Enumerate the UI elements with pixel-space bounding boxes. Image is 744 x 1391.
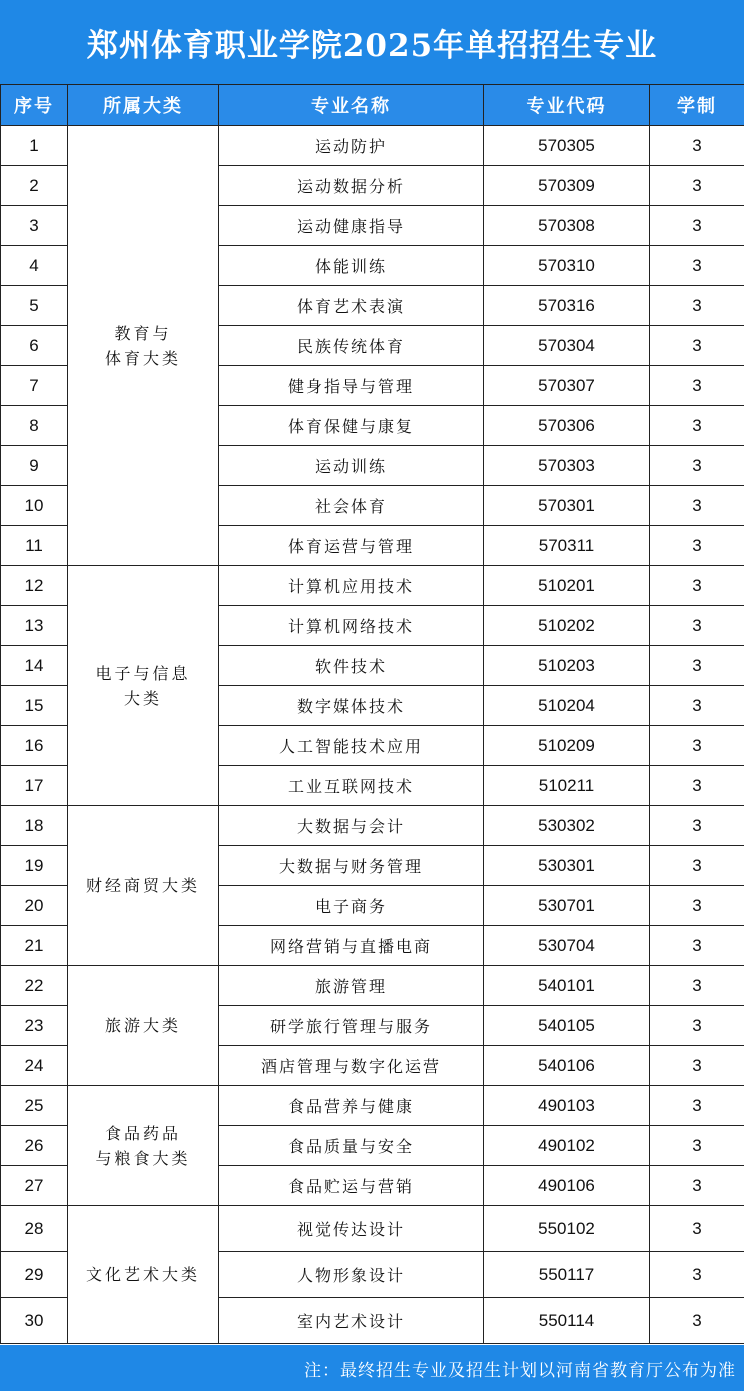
major-code: 510209: [484, 726, 650, 766]
major-code: 570309: [484, 166, 650, 206]
row-index: 11: [1, 526, 68, 566]
row-index: 22: [1, 966, 68, 1006]
row-index: 12: [1, 566, 68, 606]
major-code: 510201: [484, 566, 650, 606]
row-index: 9: [1, 446, 68, 486]
category-label-line: 体育大类: [104, 348, 181, 368]
row-index: 21: [1, 926, 68, 966]
major-code: 570304: [484, 326, 650, 366]
row-index: 24: [1, 1046, 68, 1086]
page-title: 郑州体育职业学院2025年单招招生专业: [0, 0, 744, 84]
category-label-line: 教育与: [114, 323, 172, 343]
table-row: [1, 1206, 744, 1252]
major-name: 食品质量与安全: [219, 1126, 484, 1166]
major-name: 人工智能技术应用: [219, 726, 484, 766]
study-years: 3: [650, 126, 744, 166]
major-code: 510203: [484, 646, 650, 686]
header-years: 学制: [650, 85, 744, 126]
header-code: 专业代码: [484, 85, 650, 126]
major-code: 550114: [484, 1298, 650, 1344]
major-code: 490102: [484, 1126, 650, 1166]
majors-table: [0, 84, 744, 1344]
row-index: 13: [1, 606, 68, 646]
major-name: 体育艺术表演: [219, 286, 484, 326]
table-row: [1, 126, 744, 166]
row-index: 28: [1, 1206, 68, 1252]
category-label-line: 与粮食大类: [95, 1148, 191, 1168]
category-cell: [68, 966, 219, 1086]
major-name: 室内艺术设计: [219, 1298, 484, 1344]
study-years: 3: [650, 326, 744, 366]
study-years: 3: [650, 726, 744, 766]
row-index: 17: [1, 766, 68, 806]
row-index: 18: [1, 806, 68, 846]
major-code: 570306: [484, 406, 650, 446]
category-cell: [68, 126, 219, 566]
major-name: 大数据与财务管理: [219, 846, 484, 886]
study-years: 3: [650, 766, 744, 806]
study-years: 3: [650, 1206, 744, 1252]
table-header-row: [1, 85, 744, 126]
major-name: 运动健康指导: [219, 206, 484, 246]
row-index: 14: [1, 646, 68, 686]
major-code: 540105: [484, 1006, 650, 1046]
major-code: 570307: [484, 366, 650, 406]
major-name: 旅游管理: [219, 966, 484, 1006]
row-index: 27: [1, 1166, 68, 1206]
table-row: [1, 966, 744, 1006]
study-years: 3: [650, 1006, 744, 1046]
major-code: 510211: [484, 766, 650, 806]
row-index: 30: [1, 1298, 68, 1344]
major-name: 运动训练: [219, 446, 484, 486]
major-code: 510202: [484, 606, 650, 646]
study-years: 3: [650, 526, 744, 566]
major-code: 570316: [484, 286, 650, 326]
study-years: 3: [650, 446, 744, 486]
row-index: 8: [1, 406, 68, 446]
major-name: 软件技术: [219, 646, 484, 686]
study-years: 3: [650, 1298, 744, 1344]
row-index: 5: [1, 286, 68, 326]
study-years: 3: [650, 206, 744, 246]
major-code: 570311: [484, 526, 650, 566]
row-index: 3: [1, 206, 68, 246]
major-name: 酒店管理与数字化运营: [219, 1046, 484, 1086]
study-years: 3: [650, 486, 744, 526]
row-index: 25: [1, 1086, 68, 1126]
header-category: 所属大类: [68, 85, 219, 126]
study-years: 3: [650, 886, 744, 926]
major-code: 570301: [484, 486, 650, 526]
major-name: 视觉传达设计: [219, 1206, 484, 1252]
major-name: 体能训练: [219, 246, 484, 286]
category-label-line: 文化艺术大类: [85, 1265, 200, 1284]
major-code: 550117: [484, 1252, 650, 1298]
major-name: 计算机网络技术: [219, 606, 484, 646]
row-index: 4: [1, 246, 68, 286]
row-index: 19: [1, 846, 68, 886]
table-row: [1, 1086, 744, 1126]
header-major: 专业名称: [219, 85, 484, 126]
major-code: 530704: [484, 926, 650, 966]
major-code: 540101: [484, 966, 650, 1006]
category-cell: [68, 806, 219, 966]
row-index: 23: [1, 1006, 68, 1046]
major-code: 570308: [484, 206, 650, 246]
major-name: 体育运营与管理: [219, 526, 484, 566]
row-index: 6: [1, 326, 68, 366]
header-index: 序号: [1, 85, 68, 126]
row-index: 15: [1, 686, 68, 726]
study-years: 3: [650, 1046, 744, 1086]
study-years: 3: [650, 286, 744, 326]
major-code: 570305: [484, 126, 650, 166]
major-name: 电子商务: [219, 886, 484, 926]
row-index: 29: [1, 1252, 68, 1298]
major-name: 人物形象设计: [219, 1252, 484, 1298]
table-row: [1, 806, 744, 846]
row-index: 20: [1, 886, 68, 926]
major-name: 运动防护: [219, 126, 484, 166]
major-code: 540106: [484, 1046, 650, 1086]
major-code: 490106: [484, 1166, 650, 1206]
study-years: 3: [650, 406, 744, 446]
major-name: 体育保健与康复: [219, 406, 484, 446]
category-label-line: 财经商贸大类: [85, 876, 200, 895]
major-name: 大数据与会计: [219, 806, 484, 846]
category-label-line: 旅游大类: [104, 1016, 181, 1035]
study-years: 3: [650, 166, 744, 206]
study-years: 3: [650, 806, 744, 846]
major-name: 运动数据分析: [219, 166, 484, 206]
row-index: 10: [1, 486, 68, 526]
study-years: 3: [650, 926, 744, 966]
study-years: 3: [650, 1086, 744, 1126]
major-code: 530301: [484, 846, 650, 886]
major-code: 490103: [484, 1086, 650, 1126]
study-years: 3: [650, 686, 744, 726]
major-name: 健身指导与管理: [219, 366, 484, 406]
category-label-line: 食品药品: [104, 1123, 181, 1143]
footer-note: 注：最终招生专业及招生计划以河南省教育厅公布为准: [0, 1345, 744, 1391]
study-years: 3: [650, 1252, 744, 1298]
major-name: 研学旅行管理与服务: [219, 1006, 484, 1046]
study-years: 3: [650, 366, 744, 406]
category-cell: [68, 1086, 219, 1206]
study-years: 3: [650, 646, 744, 686]
major-name: 社会体育: [219, 486, 484, 526]
category-label-line: 电子与信息: [95, 663, 191, 683]
table-row: [1, 566, 744, 606]
table-body: [1, 126, 744, 1344]
major-name: 数字媒体技术: [219, 686, 484, 726]
study-years: 3: [650, 966, 744, 1006]
major-code: 510204: [484, 686, 650, 726]
row-index: 16: [1, 726, 68, 766]
category-label-line: 大类: [123, 688, 162, 708]
major-name: 食品营养与健康: [219, 1086, 484, 1126]
major-code: 570303: [484, 446, 650, 486]
major-code: 530302: [484, 806, 650, 846]
category-cell: [68, 566, 219, 806]
major-name: 食品贮运与营销: [219, 1166, 484, 1206]
row-index: 26: [1, 1126, 68, 1166]
study-years: 3: [650, 606, 744, 646]
row-index: 2: [1, 166, 68, 206]
major-name: 民族传统体育: [219, 326, 484, 366]
major-code: 530701: [484, 886, 650, 926]
major-name: 计算机应用技术: [219, 566, 484, 606]
study-years: 3: [650, 246, 744, 286]
major-code: 570310: [484, 246, 650, 286]
study-years: 3: [650, 1166, 744, 1206]
row-index: 7: [1, 366, 68, 406]
category-cell: [68, 1206, 219, 1344]
study-years: 3: [650, 1126, 744, 1166]
major-name: 工业互联网技术: [219, 766, 484, 806]
study-years: 3: [650, 566, 744, 606]
row-index: 1: [1, 126, 68, 166]
major-name: 网络营销与直播电商: [219, 926, 484, 966]
major-code: 550102: [484, 1206, 650, 1252]
study-years: 3: [650, 846, 744, 886]
